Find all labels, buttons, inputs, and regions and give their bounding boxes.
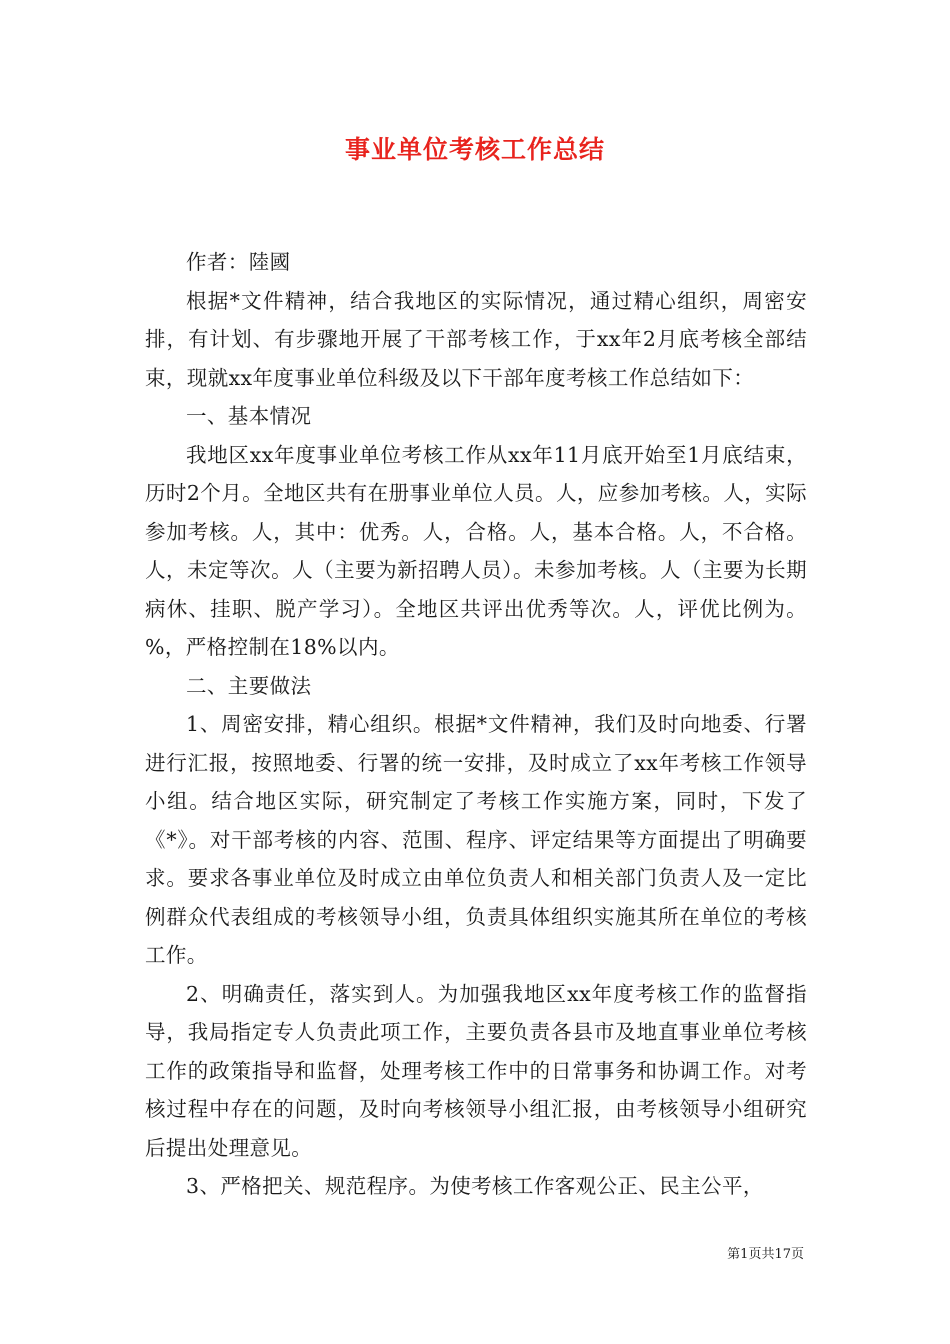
method-paragraph-2: 2、明确责任，落实到人。为加强我地区xx年度考核工作的监督指导，我局指定专人负责此项工作，主要负责各县市及地直事业单位考核工作的政策指导和监督，处理考核工作中的日常事务和协调工作。对考核过程中存在的问题，及时向考核领导小组汇报，由考核领导小组研究后提出处理意见。 (145, 981, 807, 1160)
intro-paragraph: 根据*文件精神，结合我地区的实际情况，通过精心组织，周密安排，有计划、有步骤地开展了干部考核工作，于xx年2月底考核全部结束，现就xx年度事业单位科级及以下干部年度考核工作总结如下： (145, 288, 807, 390)
document-title: 事业单位考核工作总结 (344, 135, 605, 164)
page-footer: 第1页共17页 (727, 1247, 804, 1262)
method-paragraph-3: 3、严格把关、规范程序。为使考核工作客观公正、民主公平， (186, 1174, 764, 1198)
basic-info-paragraph: 我地区xx年度事业单位考核工作从xx年11月底开始至1月底结束，历时2个月。全地区共有在册事业单位人员。人，应参加考核。人，实际参加考核。人，其中：优秀。人，合格。人，基本合格。人，不合格。人，未定等次。人（主要为新招聘人员）。未参加考核。人（主要为长期病休、挂职、脱产学习）。全地区共评出优秀等次。人，评优比例为。%，严格控制在18%以内。 (145, 442, 807, 659)
section-heading-basic: 一、基本情况 (186, 404, 312, 428)
author-line: 作者：陸國 (186, 250, 291, 274)
document-body (145, 243, 807, 1206)
method-paragraph-1: 1、周密安排，精心组织。根据*文件精神，我们及时向地委、行署进行汇报，按照地委、行署的统一安排，及时成立了xx年考核工作领导小组。结合地区实际，研究制定了考核工作实施方案，同时，下发了《*》。对干部考核的内容、范围、程序、评定结果等方面提出了明确要求。要求各事业单位及时成立由单位负责人和相关部门负责人及一定比例群众代表组成的考核领导小组，负责具体组织实施其所在单位的考核工作。 (145, 712, 807, 967)
section-heading-methods: 二、主要做法 (186, 673, 312, 698)
